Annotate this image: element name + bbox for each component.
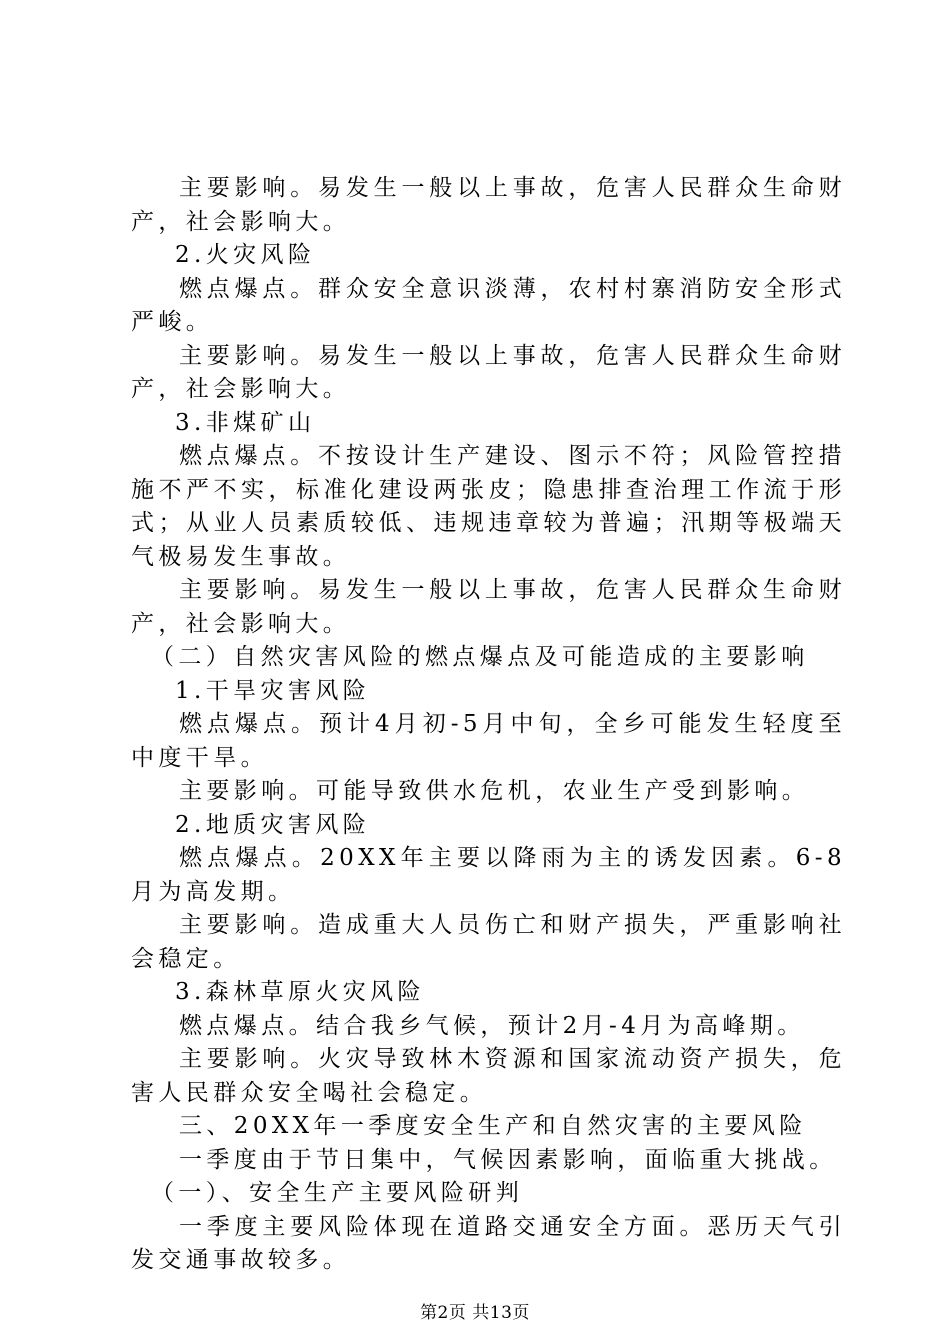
- paragraph: 燃点爆点。结合我乡气候，预计2月-4月为高峰期。: [179, 1012, 805, 1039]
- paragraph: 燃点爆点。20XX年主要以降雨为主的诱发因素。6-8月为高发期。: [131, 845, 846, 905]
- paragraph: 燃点爆点。预计4月初-5月中旬，全乡可能发生轻度至中度干旱。: [131, 711, 846, 771]
- paragraph: 主要影响。易发生一般以上事故，危害人民群众生命财产，社会影响大。: [131, 342, 846, 402]
- section-heading: 3.森林草原火灾风险: [175, 979, 425, 1005]
- subsection-heading: （二）自然灾害风险的燃点爆点及可能造成的主要影响: [151, 644, 809, 670]
- paragraph: 燃点爆点。群众安全意识淡薄，农村村寨消防安全形式严峻。: [131, 275, 846, 335]
- chapter-heading: 三、20XX年一季度安全生产和自然灾害的主要风险: [179, 1113, 807, 1139]
- paragraph: 燃点爆点。不按设计生产建设、图示不符；风险管控措施不严不实，标准化建设两张皮；隐患排查治理工作流于形式；从业人员素质较低、违规违章较为普遍；汛期等极端天气极易发生事故。: [131, 443, 846, 570]
- section-heading: 1.干旱灾害风险: [175, 677, 371, 704]
- document-body: [131, 172, 846, 1278]
- paragraph: 一季度主要风险体现在道路交通安全方面。恶历天气引发交通事故较多。: [131, 1213, 846, 1273]
- paragraph: 主要影响。造成重大人员伤亡和财产损失，严重影响社会稳定。: [131, 912, 846, 972]
- section-heading: 3.非煤矿山: [175, 409, 316, 436]
- paragraph: 主要影响。易发生一般以上事故，危害人民群众生命财产，社会影响大。: [131, 577, 846, 637]
- paragraph: 主要影响。易发生一般以上事故，危害人民群众生命财产，社会影响大。: [131, 175, 846, 235]
- paragraph: 主要影响。可能导致供水危机，农业生产受到影响。: [179, 778, 810, 804]
- section-heading: 2.地质灾害风险: [175, 811, 371, 838]
- subsection-heading: （一）、安全生产主要风险研判: [151, 1180, 524, 1206]
- paragraph: 一季度由于节日集中，气候因素影响，面临重大挑战。: [179, 1146, 837, 1173]
- section-heading: 2.火灾风险: [175, 242, 316, 268]
- paragraph: 主要影响。火灾导致林木资源和国家流动资产损失，危害人民群众安全喝社会稳定。: [131, 1046, 846, 1106]
- page-number-footer: 第2页 共13页: [420, 1303, 530, 1323]
